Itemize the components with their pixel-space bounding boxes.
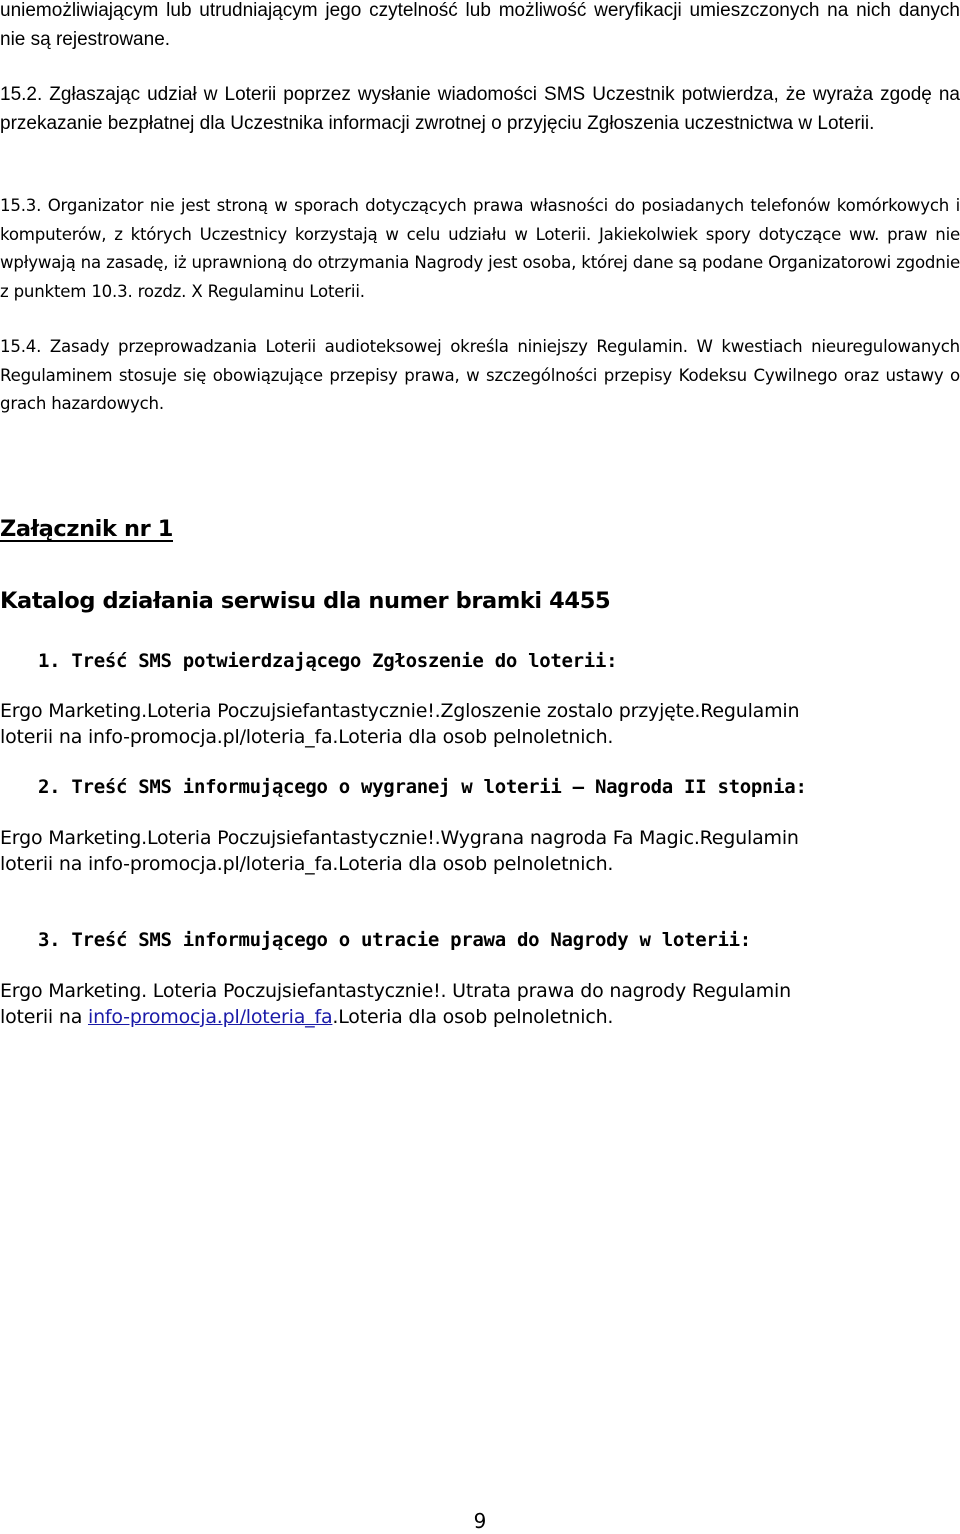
item-3-sms-prefix: loterii na — [0, 1006, 88, 1028]
item-3-heading: 3. Treść SMS informującego o utracie prawa do Nagrody w loterii: — [38, 929, 751, 951]
item-3-sms-suffix: .Loteria dla osob pelnoletnich. — [332, 1006, 614, 1028]
item-1-heading: 1. Treść SMS potwierdzającego Zgłoszenie do loterii: — [38, 650, 618, 672]
catalog-title: Katalog działania serwisu dla numer bramki 4455 — [0, 588, 611, 614]
annex-title: Załącznik nr 1 — [0, 516, 173, 542]
item-1-sms-line-1: Ergo Marketing.Loteria Poczujsiefantastycznie!.Zgloszenie zostalo przyjęte.Regulamin — [0, 700, 800, 722]
item-3-sms-line-2 — [0, 1004, 960, 1030]
paragraph-15-3: 15.3. Organizator nie jest stroną w sporach dotyczących prawa własności do posiadanych telefonów komórkowych i komputerów, z których Uczestnicy korzystają w celu udziału w Loterii. Jakiekolwiek spory dotyczące ww. praw nie wpływają na zasadę, iż uprawnioną do otrzymania Nagrody jest osoba, której dane są podane Organizatorowi zgodnie z punktem 10.3. rozdz. X Regulaminu Loterii. — [0, 196, 960, 301]
item-2-heading: 2. Treść SMS informującego o wygranej w loterii – Nagroda II stopnia: — [38, 776, 807, 798]
paragraph-15-4: 15.4. Zasady przeprowadzania Loterii audioteksowej określa niniejszy Regulamin. W kwestiach nieuregulowanych Regulaminem stosuje się obowiązujące przepisy prawa, w szczególności przepisy Kodeksu Cywilnego oraz ustawy o grach hazardowych. — [0, 337, 960, 413]
item-1-sms-line-2: loterii na info-promocja.pl/loteria_fa.Loteria dla osob pelnoletnich. — [0, 726, 614, 748]
item-2-sms-line-2: loterii na info-promocja.pl/loteria_fa.Loteria dla osob pelnoletnich. — [0, 853, 614, 875]
paragraph-continuation: uniemożliwiającym lub utrudniającym jego czytelność lub możliwość weryfikacji umieszczonych na nich danych nie są rejestrowane. — [0, 0, 960, 50]
paragraph-15-2: 15.2. Zgłaszając udział w Loterii poprzez wysłanie wiadomości SMS Uczestnik potwierdza, że wyraża zgodę na przekazanie bezpłatnej dla Uczestnika informacji zwrotnej o przyjęciu Zgłoszenia uczestnictwa w Loterii. — [0, 84, 960, 134]
page-number: 9 — [473, 1509, 487, 1533]
regulamin-link[interactable]: info-promocja.pl/loteria_fa — [87, 1006, 333, 1028]
item-2-sms-line-1: Ergo Marketing.Loteria Poczujsiefantastycznie!.Wygrana nagroda Fa Magic.Regulamin — [0, 827, 799, 849]
item-3-sms-line-1: Ergo Marketing. Loteria Poczujsiefantastycznie!. Utrata prawa do nagrody Regulamin — [0, 980, 791, 1002]
